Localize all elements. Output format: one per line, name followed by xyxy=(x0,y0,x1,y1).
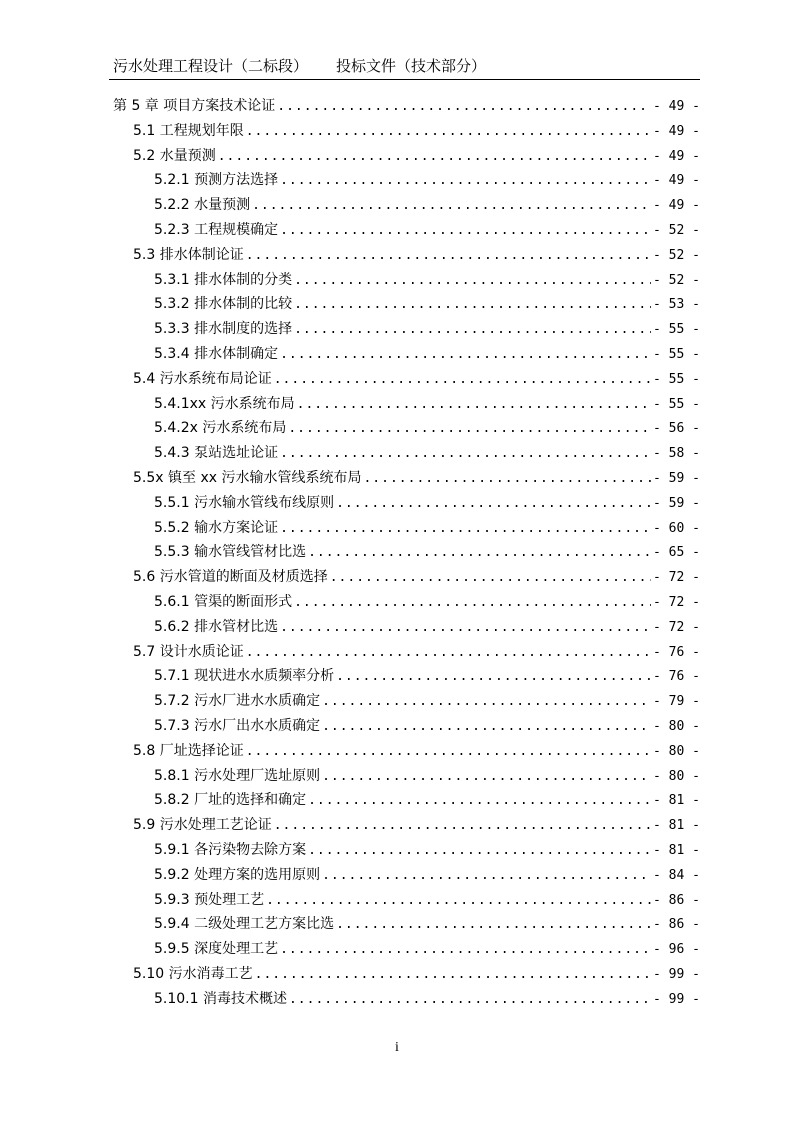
toc-dot-leader xyxy=(294,293,651,318)
toc-entry-title: 5.8.1 污水处理厂选址原则 xyxy=(154,767,321,784)
toc-entry-title: 5.2.3 工程规模确定 xyxy=(154,221,279,238)
toc-dot-leader xyxy=(336,492,651,517)
toc-dot-leader xyxy=(252,194,651,219)
toc-dot-leader xyxy=(289,988,651,1013)
toc-dot-leader xyxy=(280,219,651,244)
toc-entry[interactable] xyxy=(113,640,700,665)
toc-entry-page: - 58 - xyxy=(653,446,700,462)
toc-entry-page: - 86 - xyxy=(653,892,700,908)
toc-entry[interactable] xyxy=(113,987,700,1012)
toc-entry[interactable] xyxy=(113,590,700,615)
toc-entry-title: 5.7 设计水质论证 xyxy=(133,643,244,660)
toc-dot-leader xyxy=(322,715,651,740)
toc-entry-title: 5.4.1xx 污水系统布局 xyxy=(154,395,295,412)
toc-entry-title: 5.3.1 排水体制的分类 xyxy=(154,271,293,288)
toc-entry-page: - 52 - xyxy=(653,247,700,263)
toc-entry-page: - 60 - xyxy=(653,520,700,536)
toc-dot-leader xyxy=(274,368,651,393)
toc-entry-page: - 49 - xyxy=(653,198,700,214)
toc-dot-leader xyxy=(336,913,651,938)
toc-dot-leader xyxy=(308,839,651,864)
toc-entry[interactable] xyxy=(113,937,700,962)
header-project-title: 污水处理工程设计（二标段） xyxy=(113,57,309,75)
toc-entry-page: - 86 - xyxy=(653,917,700,933)
toc-entry-page: - 52 - xyxy=(653,222,700,238)
toc-entry[interactable] xyxy=(113,813,700,838)
toc-entry[interactable] xyxy=(113,962,700,987)
page-header xyxy=(113,56,700,78)
toc-entry-title: 5.10 污水消毒工艺 xyxy=(133,965,253,982)
toc-entry-page: - 99 - xyxy=(653,966,700,982)
toc-entry-title: 5.3.4 排水体制确定 xyxy=(154,345,279,362)
toc-entry[interactable] xyxy=(113,615,700,640)
toc-entry[interactable] xyxy=(113,466,700,491)
toc-entry[interactable] xyxy=(113,863,700,888)
toc-entry-page: - 72 - xyxy=(653,570,700,586)
toc-dot-leader xyxy=(266,889,651,914)
toc-entry-page: - 81 - xyxy=(653,818,700,834)
toc-entry[interactable] xyxy=(113,888,700,913)
toc-entry-page: - 96 - xyxy=(653,942,700,958)
toc-entry-title: 5.3.2 排水体制的比较 xyxy=(154,296,293,313)
toc-dot-leader xyxy=(246,641,651,666)
toc-entry-title: 5.5.3 输水管线管材比选 xyxy=(154,544,307,561)
toc-dot-leader xyxy=(322,765,651,790)
toc-dot-leader xyxy=(322,864,651,889)
toc-entry-title: 5.7.2 污水厂进水水质确定 xyxy=(154,693,321,710)
toc-entry-title: 5.6.1 管渠的断面形式 xyxy=(154,593,293,610)
toc-dot-leader xyxy=(218,145,651,170)
toc-entry-page: - 81 - xyxy=(653,842,700,858)
toc-entry-page: - 72 - xyxy=(653,619,700,635)
toc-dot-leader xyxy=(294,318,651,343)
toc-entry-page: - 55 - xyxy=(653,322,700,338)
toc-entry-title: 5.5x 镇至 xx 污水输水管线系统布局 xyxy=(133,469,362,486)
toc-entry[interactable] xyxy=(113,714,700,739)
toc-entry-page: - 55 - xyxy=(653,396,700,412)
toc-dot-leader xyxy=(363,467,651,492)
toc-dot-leader xyxy=(246,740,651,765)
toc-entry-page: - 55 - xyxy=(653,346,700,362)
toc-entry-page: - 80 - xyxy=(653,718,700,734)
toc-entry[interactable] xyxy=(113,292,700,317)
header-divider xyxy=(109,79,700,80)
toc-entry-page: - 55 - xyxy=(653,371,700,387)
toc-entry-title: 5.1 工程规划年限 xyxy=(133,122,244,139)
toc-entry-page: - 49 - xyxy=(653,123,700,139)
toc-entry-title: 5.9.3 预处理工艺 xyxy=(154,891,265,908)
header-document-type: 投标文件（技术部分） xyxy=(336,57,487,75)
toc-entry[interactable] xyxy=(113,392,700,417)
toc-entry[interactable] xyxy=(113,243,700,268)
toc-dot-leader xyxy=(330,566,651,591)
toc-entry[interactable] xyxy=(113,416,700,441)
toc-entry-page: - 49 - xyxy=(653,173,700,189)
toc-entry-title: 5.9.2 处理方案的选用原则 xyxy=(154,866,321,883)
toc-dot-leader xyxy=(288,417,651,442)
toc-dot-leader xyxy=(246,120,651,145)
toc-entry[interactable] xyxy=(113,491,700,516)
toc-entry-title: 5.5.1 污水输水管线布线原则 xyxy=(154,494,335,511)
toc-entry[interactable] xyxy=(113,565,700,590)
toc-entry-title: 5.8.2 厂址的选择和确定 xyxy=(154,792,307,809)
toc-entry[interactable] xyxy=(113,119,700,144)
toc-entry[interactable] xyxy=(113,342,700,367)
toc-dot-leader xyxy=(280,517,651,542)
toc-entry-page: - 84 - xyxy=(653,867,700,883)
toc-entry-title: 5.4 污水系统布局论证 xyxy=(133,370,272,387)
toc-dot-leader xyxy=(277,95,651,120)
toc-entry-page: - 80 - xyxy=(653,743,700,759)
toc-entry-page: - 79 - xyxy=(653,694,700,710)
toc-entry[interactable] xyxy=(113,788,700,813)
toc-dot-leader xyxy=(255,963,651,988)
toc-dot-leader xyxy=(280,343,651,368)
toc-dot-leader xyxy=(294,269,651,294)
toc-entry[interactable] xyxy=(113,838,700,863)
toc-dot-leader xyxy=(280,616,651,641)
toc-entry-title: 5.6 污水管道的断面及材质选择 xyxy=(133,569,328,586)
toc-entry-page: - 49 - xyxy=(653,148,700,164)
toc-entry-page: - 59 - xyxy=(653,470,700,486)
toc-entry-title: 5.5.2 输水方案论证 xyxy=(154,519,279,536)
toc-dot-leader xyxy=(274,814,651,839)
toc-entry[interactable] xyxy=(113,317,700,342)
toc-entry-title: 5.2.1 预测方法选择 xyxy=(154,172,279,189)
toc-entry-title: 5.3 排水体制论证 xyxy=(133,246,244,263)
toc-entry-title: 5.8 厂址选择论证 xyxy=(133,742,244,759)
toc-dot-leader xyxy=(246,244,651,269)
toc-dot-leader xyxy=(297,393,651,418)
toc-entry-title: 第 5 章 项目方案技术论证 xyxy=(113,98,276,114)
toc-entry-title: 5.9.5 深度处理工艺 xyxy=(154,941,279,958)
toc-entry-page: - 52 - xyxy=(653,272,700,288)
table-of-contents xyxy=(113,94,700,1011)
toc-entry[interactable] xyxy=(113,689,700,714)
toc-entry[interactable] xyxy=(113,912,700,937)
toc-entry-page: - 80 - xyxy=(653,768,700,784)
toc-entry-title: 5.7.1 现状进水水质频率分析 xyxy=(154,668,335,685)
toc-entry[interactable] xyxy=(113,218,700,243)
toc-entry[interactable] xyxy=(113,540,700,565)
toc-dot-leader xyxy=(280,169,651,194)
toc-entry-title: 5.9.4 二级处理工艺方案比选 xyxy=(154,916,335,933)
toc-entry-page: - 72 - xyxy=(653,594,700,610)
toc-dot-leader xyxy=(308,789,651,814)
toc-entry[interactable] xyxy=(113,441,700,466)
toc-entry-title: 5.9.1 各污染物去除方案 xyxy=(154,841,307,858)
toc-entry-title: 5.9 污水处理工艺论证 xyxy=(133,817,272,834)
toc-entry[interactable] xyxy=(113,764,700,789)
page-number: i xyxy=(395,1040,399,1055)
toc-entry-title: 5.7.3 污水厂出水水质确定 xyxy=(154,717,321,734)
toc-dot-leader xyxy=(336,665,651,690)
toc-entry-title: 5.2 水量预测 xyxy=(133,147,216,164)
toc-entry-page: - 53 - xyxy=(653,297,700,313)
toc-entry-page: - 99 - xyxy=(653,991,700,1007)
toc-entry-page: - 56 - xyxy=(653,421,700,437)
toc-entry[interactable] xyxy=(113,168,700,193)
toc-dot-leader xyxy=(294,591,651,616)
toc-entry[interactable] xyxy=(113,94,700,119)
toc-entry-title: 5.4.3 泵站选址论证 xyxy=(154,445,279,462)
toc-dot-leader xyxy=(280,442,651,467)
toc-entry[interactable] xyxy=(113,144,700,169)
toc-entry-page: - 49 - xyxy=(653,99,700,114)
toc-entry[interactable] xyxy=(113,268,700,293)
toc-entry-page: - 76 - xyxy=(653,669,700,685)
toc-dot-leader xyxy=(280,938,651,963)
toc-entry[interactable] xyxy=(113,516,700,541)
toc-entry-title: 5.3.3 排水制度的选择 xyxy=(154,321,293,338)
toc-entry-title: 5.10.1 消毒技术概述 xyxy=(154,990,287,1007)
toc-entry-title: 5.6.2 排水管材比选 xyxy=(154,618,279,635)
toc-entry-page: - 65 - xyxy=(653,545,700,561)
toc-dot-leader xyxy=(308,541,651,566)
toc-entry[interactable] xyxy=(113,664,700,689)
toc-entry[interactable] xyxy=(113,193,700,218)
toc-entry[interactable] xyxy=(113,739,700,764)
toc-entry-page: - 59 - xyxy=(653,495,700,511)
toc-entry-title: 5.4.2x 污水系统布局 xyxy=(154,420,287,437)
toc-dot-leader xyxy=(322,690,651,715)
toc-entry-title: 5.2.2 水量预测 xyxy=(154,197,251,214)
toc-entry-page: - 81 - xyxy=(653,793,700,809)
toc-entry[interactable] xyxy=(113,367,700,392)
toc-entry-page: - 76 - xyxy=(653,644,700,660)
